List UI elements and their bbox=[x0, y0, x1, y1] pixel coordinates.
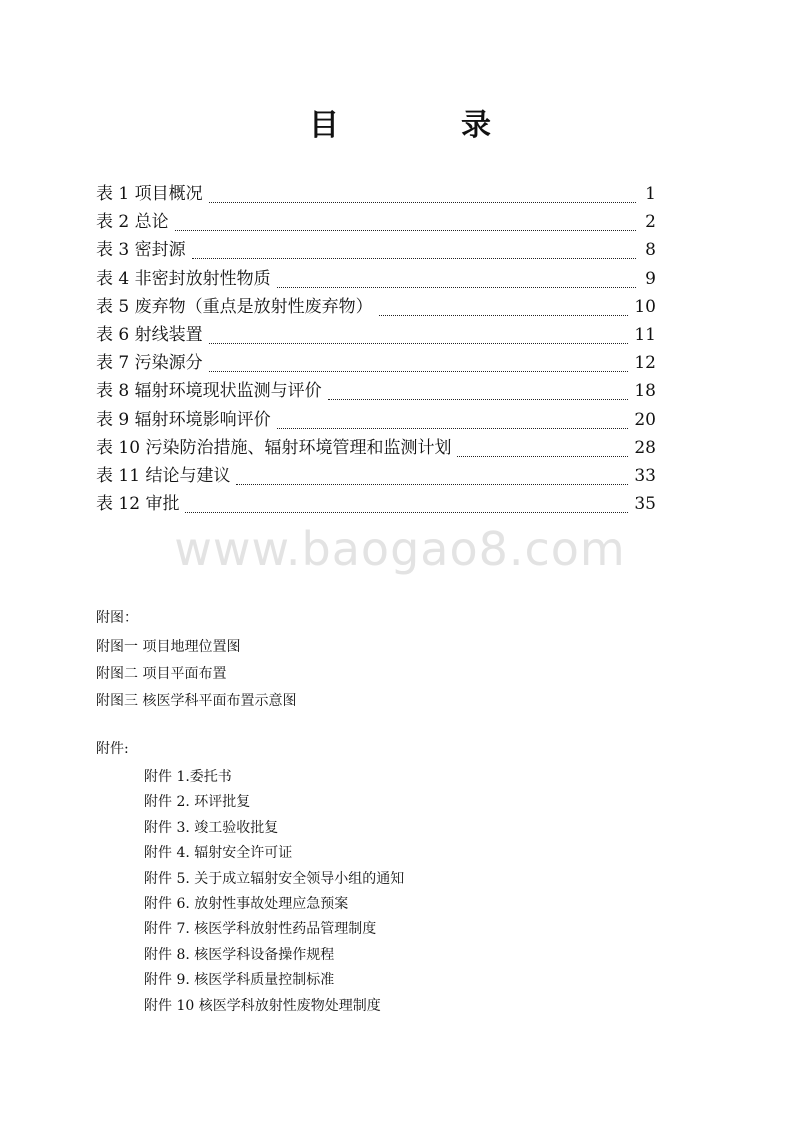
figures-list bbox=[96, 634, 296, 715]
toc-entry-label: 表 7 污染源分 bbox=[96, 353, 203, 374]
toc-entry-page: 11 bbox=[634, 324, 656, 345]
toc-entry-label: 表 6 射线装置 bbox=[96, 324, 203, 345]
toc-entry-page: 12 bbox=[634, 353, 656, 374]
toc-entry[interactable] bbox=[96, 377, 656, 405]
attachment-item: 附件 1.委托书 bbox=[144, 769, 232, 785]
attachment-item: 附件 10 核医学科放射性废物处理制度 bbox=[144, 997, 381, 1014]
toc-entry-label: 表 12 审批 bbox=[96, 494, 180, 515]
toc-dot-leader bbox=[277, 287, 636, 288]
attachments-list bbox=[144, 765, 404, 1019]
toc-dot-leader bbox=[209, 371, 629, 372]
toc-entry-page: 20 bbox=[634, 409, 656, 430]
attachment-item: 附件 4. 辐射安全许可证 bbox=[144, 845, 293, 862]
toc-entry[interactable] bbox=[96, 180, 656, 208]
toc-entry-page: 10 bbox=[634, 296, 656, 317]
toc-entry[interactable] bbox=[96, 208, 656, 236]
toc-dot-leader bbox=[185, 512, 628, 513]
toc-dot-leader bbox=[277, 428, 629, 429]
toc-dot-leader bbox=[457, 456, 628, 457]
figure-item: 附图二 项目平面布置 bbox=[96, 666, 227, 682]
toc-entry-page: 8 bbox=[645, 240, 656, 261]
toc-entry-page: 1 bbox=[645, 184, 656, 204]
toc-entry-page: 28 bbox=[634, 437, 656, 458]
toc-entry[interactable] bbox=[96, 434, 656, 462]
toc-entry-label: 表 2 总论 bbox=[96, 212, 169, 233]
toc-entry-label: 表 1 项目概况 bbox=[96, 184, 203, 204]
toc-entry[interactable] bbox=[96, 293, 656, 321]
toc-entry-label: 表 9 辐射环境影响评价 bbox=[96, 409, 271, 430]
table-of-contents bbox=[96, 180, 656, 518]
toc-entry-label: 表 8 辐射环境现状监测与评价 bbox=[96, 381, 322, 402]
attachment-item: 附件 8. 核医学科设备操作规程 bbox=[144, 946, 335, 963]
toc-entry-label: 表 4 非密封放射性物质 bbox=[96, 268, 271, 289]
toc-entry-label: 表 3 密封源 bbox=[96, 240, 186, 261]
toc-entry-label: 表 11 结论与建议 bbox=[96, 465, 231, 486]
toc-entry[interactable] bbox=[96, 406, 656, 434]
toc-dot-leader bbox=[379, 315, 629, 316]
toc-entry-label: 表 10 污染防治措施、辐射环境管理和监测计划 bbox=[96, 437, 452, 458]
figure-item: 附图一 项目地理位置图 bbox=[96, 639, 241, 655]
toc-entry-page: 9 bbox=[645, 268, 656, 289]
toc-dot-leader bbox=[209, 202, 636, 203]
attachment-item: 附件 9. 核医学科质量控制标准 bbox=[144, 972, 335, 989]
toc-entry[interactable] bbox=[96, 236, 656, 264]
attachments-heading: 附件: bbox=[96, 741, 129, 757]
attachment-item: 附件 5. 关于成立辐射安全领导小组的通知 bbox=[144, 870, 405, 887]
attachment-item: 附件 2. 环评批复 bbox=[144, 794, 251, 811]
toc-dot-leader bbox=[175, 230, 636, 231]
toc-dot-leader bbox=[236, 484, 628, 485]
toc-entry[interactable] bbox=[96, 462, 656, 490]
watermark: www.baogao8.com bbox=[174, 522, 626, 576]
figures-heading: 附图： bbox=[96, 610, 138, 626]
toc-dot-leader bbox=[209, 343, 629, 344]
attachment-item: 附件 6. 放射性事故处理应急预案 bbox=[144, 895, 349, 912]
toc-entry-page: 33 bbox=[634, 465, 656, 486]
page-title: 目 录 bbox=[309, 108, 537, 143]
toc-entry-page: 18 bbox=[634, 381, 656, 402]
toc-entry[interactable] bbox=[96, 321, 656, 349]
attachment-item: 附件 3. 竣工验收批复 bbox=[144, 819, 279, 836]
toc-entry-page: 35 bbox=[634, 494, 656, 515]
attachment-item: 附件 7. 核医学科放射性药品管理制度 bbox=[144, 921, 377, 938]
toc-entry-label: 表 5 废弃物（重点是放射性废弃物） bbox=[96, 296, 373, 317]
toc-entry-page: 2 bbox=[645, 212, 656, 233]
toc-entry[interactable] bbox=[96, 490, 656, 518]
toc-entry[interactable] bbox=[96, 349, 656, 377]
figure-item: 附图三 核医学科平面布置示意图 bbox=[96, 693, 297, 709]
toc-dot-leader bbox=[192, 258, 636, 259]
toc-dot-leader bbox=[328, 399, 629, 400]
toc-entry[interactable] bbox=[96, 265, 656, 293]
